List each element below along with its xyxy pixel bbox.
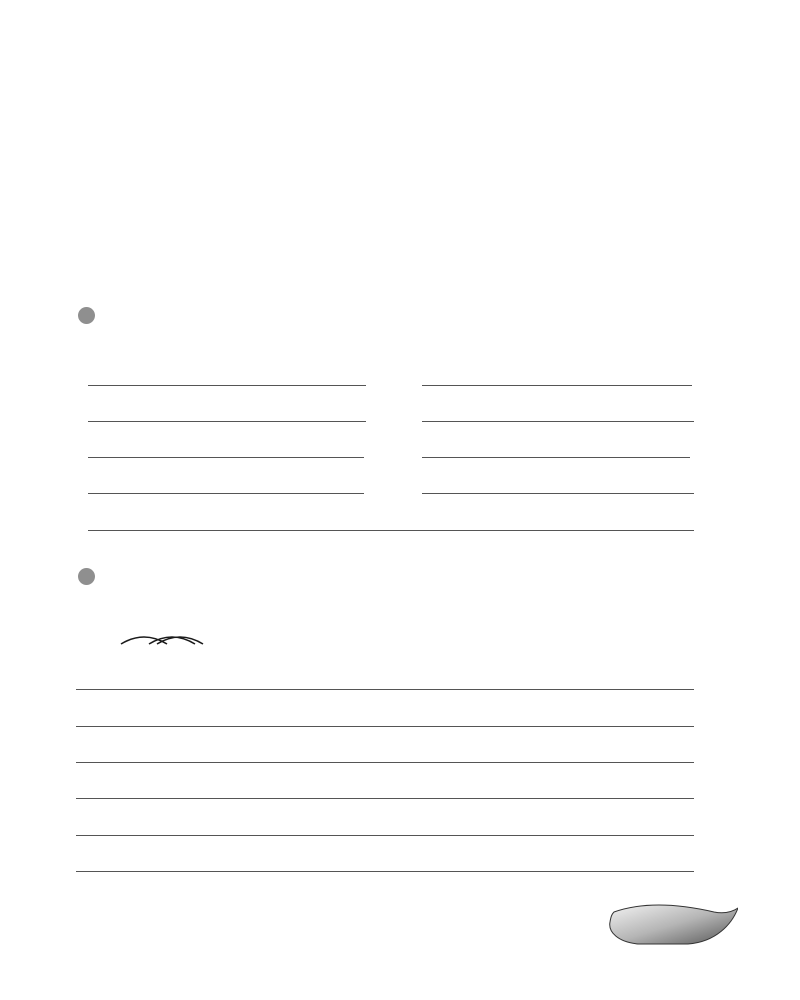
bullet-icon bbox=[78, 568, 95, 585]
word-row bbox=[410, 464, 694, 494]
poem-line bbox=[76, 196, 716, 240]
word-row bbox=[76, 501, 694, 531]
poem-line bbox=[76, 240, 716, 284]
word-row bbox=[410, 428, 690, 458]
answer-line[interactable] bbox=[88, 403, 366, 422]
answer-line[interactable] bbox=[422, 475, 694, 494]
word-row bbox=[76, 356, 366, 386]
answer-line[interactable] bbox=[88, 475, 364, 494]
answer-line[interactable] bbox=[88, 367, 366, 386]
answer-line[interactable] bbox=[422, 403, 694, 422]
poem-line bbox=[76, 108, 716, 152]
page-tab-shape bbox=[610, 905, 738, 944]
word-row bbox=[76, 464, 364, 494]
answer-line[interactable] bbox=[422, 439, 690, 458]
answer-line[interactable] bbox=[88, 512, 694, 531]
word-row bbox=[76, 428, 364, 458]
word-row bbox=[76, 392, 366, 422]
example bbox=[110, 623, 156, 647]
poem-line bbox=[76, 152, 716, 196]
writing-line[interactable] bbox=[76, 689, 694, 690]
writing-line[interactable] bbox=[76, 835, 694, 836]
writing-line[interactable] bbox=[76, 762, 694, 763]
writing-line[interactable] bbox=[76, 726, 694, 727]
answer-line[interactable] bbox=[422, 367, 692, 386]
word-row bbox=[410, 356, 692, 386]
decorative-border-top bbox=[48, 58, 738, 92]
decorative-border-bottom bbox=[48, 902, 738, 948]
poem bbox=[76, 108, 716, 284]
word-row bbox=[410, 392, 694, 422]
bullet-icon bbox=[78, 307, 95, 324]
writing-line[interactable] bbox=[76, 798, 694, 799]
answer-line[interactable] bbox=[88, 439, 364, 458]
writing-line[interactable] bbox=[76, 871, 694, 872]
